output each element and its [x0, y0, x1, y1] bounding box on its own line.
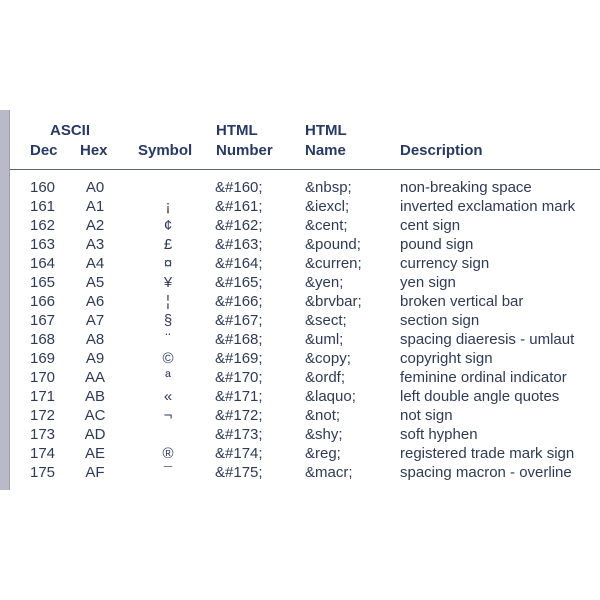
- description-cell: feminine ordinal indicator: [400, 369, 567, 386]
- hex-cell: A4: [85, 255, 105, 272]
- html-number-cell: &#171;: [215, 388, 263, 405]
- html-number-cell: &#167;: [215, 312, 263, 329]
- table-row: [0, 178, 600, 197]
- header-ascii: ASCII: [50, 122, 91, 139]
- html-number-cell: &#168;: [215, 331, 263, 348]
- header-symbol: Symbol: [138, 142, 193, 159]
- html-number-cell: &#164;: [215, 255, 263, 272]
- dec-cell: 165: [30, 274, 56, 291]
- hex-cell: AF: [85, 464, 105, 481]
- html-name-cell: &shy;: [305, 426, 343, 443]
- html-name-cell: &curren;: [305, 255, 362, 272]
- symbol-cell: ¥: [163, 274, 173, 291]
- dec-cell: 164: [30, 255, 56, 272]
- html-number-cell: &#174;: [215, 445, 263, 462]
- symbol-cell: «: [163, 388, 173, 405]
- html-name-cell: &macr;: [305, 464, 353, 481]
- dec-cell: 170: [30, 369, 56, 386]
- header-divider: [10, 169, 600, 170]
- header-html-1: HTML: [216, 122, 258, 139]
- html-number-cell: &#161;: [215, 198, 263, 215]
- table-row: [0, 425, 600, 444]
- hex-cell: A2: [85, 217, 105, 234]
- hex-cell: AD: [84, 426, 106, 443]
- html-name-cell: &nbsp;: [305, 179, 352, 196]
- description-cell: cent sign: [400, 217, 461, 234]
- html-number-cell: &#169;: [215, 350, 263, 367]
- description-cell: spacing diaeresis - umlaut: [400, 331, 575, 348]
- symbol-cell: ¡: [165, 198, 171, 215]
- hex-cell: AE: [84, 445, 105, 462]
- dec-cell: 160: [30, 179, 56, 196]
- description-cell: spacing macron - overline: [400, 464, 572, 481]
- header-name: Name: [305, 142, 346, 159]
- symbol-cell: ª: [165, 369, 171, 386]
- description-cell: yen sign: [400, 274, 456, 291]
- html-number-cell: &#165;: [215, 274, 263, 291]
- hex-cell: A8: [85, 331, 105, 348]
- html-number-cell: &#173;: [215, 426, 263, 443]
- header-description: Description: [400, 142, 483, 159]
- symbol-cell: £: [163, 236, 173, 253]
- dec-cell: 173: [30, 426, 56, 443]
- description-cell: section sign: [400, 312, 480, 329]
- table-row: [0, 235, 600, 254]
- dec-cell: 168: [30, 331, 56, 348]
- description-cell: copyright sign: [400, 350, 493, 367]
- table-row: [0, 406, 600, 425]
- table-row: [0, 273, 600, 292]
- table-row: [0, 311, 600, 330]
- description-cell: registered trade mark sign: [400, 445, 575, 462]
- html-name-cell: &reg;: [305, 445, 341, 462]
- html-name-cell: &brvbar;: [305, 293, 362, 310]
- dec-cell: 161: [30, 198, 56, 215]
- description-cell: pound sign: [400, 236, 474, 253]
- html-name-cell: &not;: [305, 407, 341, 424]
- dec-cell: 166: [30, 293, 56, 310]
- table-row: [0, 444, 600, 463]
- table-row: [0, 368, 600, 387]
- description-cell: left double angle quotes: [400, 388, 560, 405]
- table-row: [0, 292, 600, 311]
- html-name-cell: &sect;: [305, 312, 347, 329]
- dec-cell: 172: [30, 407, 56, 424]
- symbol-cell: ©: [162, 350, 174, 367]
- hex-cell: AC: [84, 407, 106, 424]
- dec-cell: 171: [30, 388, 56, 405]
- html-number-cell: &#160;: [215, 179, 263, 196]
- html-number-cell: &#162;: [215, 217, 263, 234]
- html-number-cell: &#170;: [215, 369, 263, 386]
- table-row: [0, 197, 600, 216]
- symbol-cell: ¤: [163, 255, 173, 272]
- symbol-cell: ¢: [163, 217, 173, 234]
- header-html-2: HTML: [305, 122, 347, 139]
- description-cell: non-breaking space: [400, 179, 532, 196]
- html-number-cell: &#172;: [215, 407, 263, 424]
- description-cell: broken vertical bar: [400, 293, 524, 310]
- symbol-cell: ®: [162, 445, 174, 462]
- description-cell: currency sign: [400, 255, 490, 272]
- symbol-cell: ¬: [163, 407, 173, 424]
- description-cell: not sign: [400, 407, 453, 424]
- description-cell: soft hyphen: [400, 426, 478, 443]
- header-number: Number: [216, 142, 273, 159]
- html-number-cell: &#175;: [215, 464, 263, 481]
- header-hex: Hex: [80, 142, 108, 159]
- html-name-cell: &laquo;: [305, 388, 356, 405]
- symbol-cell: ¯: [163, 464, 173, 481]
- table-row: [0, 387, 600, 406]
- symbol-cell: §: [163, 312, 173, 329]
- html-number-cell: &#163;: [215, 236, 263, 253]
- hex-cell: A7: [85, 312, 105, 329]
- dec-cell: 167: [30, 312, 56, 329]
- table-row: [0, 216, 600, 235]
- hex-cell: A3: [85, 236, 105, 253]
- description-cell: inverted exclamation mark: [400, 198, 576, 215]
- hex-cell: A9: [85, 350, 105, 367]
- html-name-cell: &copy;: [305, 350, 351, 367]
- hex-cell: AA: [84, 369, 105, 386]
- dec-cell: 169: [30, 350, 56, 367]
- html-name-cell: &ordf;: [305, 369, 346, 386]
- table-row: [0, 330, 600, 349]
- symbol-cell: ¨: [165, 331, 171, 348]
- symbol-cell: ¦: [166, 293, 170, 310]
- html-name-cell: &cent;: [305, 217, 348, 234]
- html-name-cell: &iexcl;: [305, 198, 350, 215]
- dec-cell: 163: [30, 236, 56, 253]
- dec-cell: 162: [30, 217, 56, 234]
- html-name-cell: &uml;: [305, 331, 344, 348]
- table-row: [0, 463, 600, 482]
- header-dec: Dec: [30, 142, 58, 159]
- html-number-cell: &#166;: [215, 293, 263, 310]
- html-name-cell: &pound;: [305, 236, 361, 253]
- hex-cell: A5: [85, 274, 105, 291]
- hex-cell: A6: [85, 293, 105, 310]
- dec-cell: 174: [30, 445, 56, 462]
- table-row: [0, 349, 600, 368]
- hex-cell: A0: [85, 179, 105, 196]
- hex-cell: A1: [85, 198, 105, 215]
- dec-cell: 175: [30, 464, 56, 481]
- hex-cell: AB: [84, 388, 105, 405]
- table-row: [0, 254, 600, 273]
- html-name-cell: &yen;: [305, 274, 344, 291]
